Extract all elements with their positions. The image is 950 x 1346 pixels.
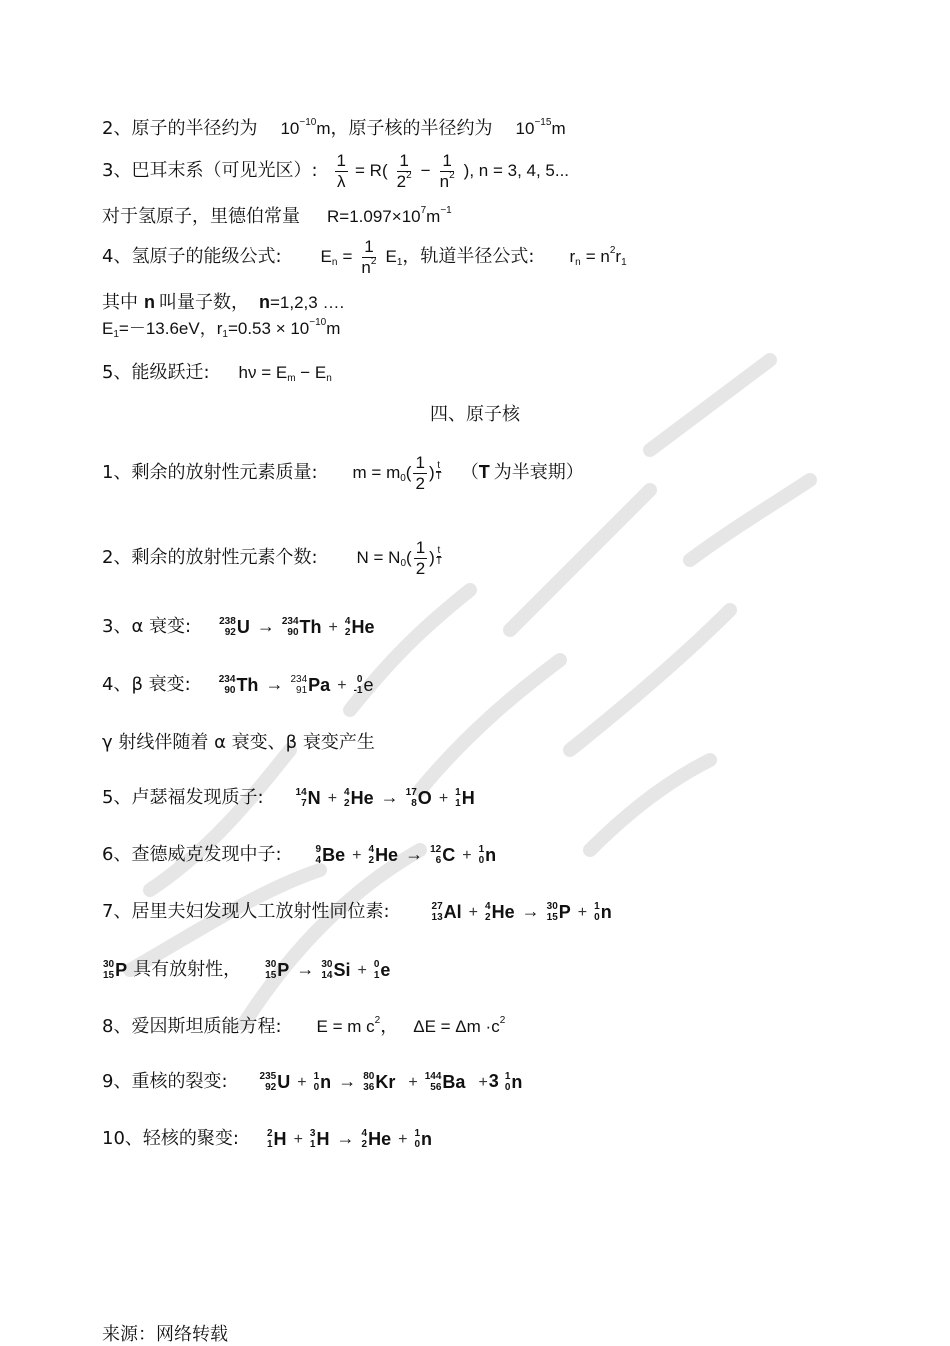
particle-neutron-fusion: 1 0 n — [414, 1128, 433, 1151]
balmer-series-line: 3、巴耳末系（可见光区）: $\frac{1}{\lambda}$ = R( $\frac{1}{2^2}$ − $\frac{1}{n^2}$ ), n = 3, 4, 5... — [102, 150, 570, 191]
fraction-half-mass: $\frac{1}{2}$ — [415, 452, 425, 493]
beta-decay-line: 4、β 衰变: 234 90 Th → 234 91 Pa + 0 -1 e — [102, 670, 374, 700]
nuclide-th234: 234 90 Th — [281, 616, 322, 639]
particle-neutron: 1 0 n — [478, 844, 497, 867]
nuclide-si30: 30 14 Si — [321, 959, 351, 982]
nuclide-kr80: 80 36 Kr — [363, 1071, 396, 1094]
alpha-decay-line: 3、α 衰变: 238 92 U → 234 90 Th + 4 2 He — [102, 612, 375, 642]
nuclide-p30-lead: 30 15 P — [103, 959, 128, 982]
quantum-number-line: 其中 n 叫量子数， n=1,2,3 …. — [102, 292, 345, 313]
nuclide-he4: 4 2 He — [344, 616, 375, 639]
hydrogen-energy-line: 4、氢原子的能级公式: $E_n$ = $\frac{1}{n^2}$ $E_1$，轨道半径公式: $r_n = n^2r_1$ — [102, 236, 627, 277]
nuclide-n14: 14 7 N — [295, 787, 321, 810]
atom-radius-line: 2、原子的半径约为 $10^{-10}m$，原子核的半径约为 $10^{-15}m$ — [102, 117, 566, 139]
hydrogen-values-line: $E_1=-13.6eV$，$r_1=0.53 \times 10^{-10}m$ — [102, 317, 341, 340]
nuclide-al27: 27 13 Al — [431, 901, 462, 924]
nuclide-he4-n: 4 2 He — [368, 844, 399, 867]
particle-neutron-fission: 1 0 n — [313, 1071, 332, 1094]
nuclide-h1: 1 1 H — [455, 787, 475, 810]
remaining-mass-line: 1、剩余的放射性元素质量: $m = m_0$( $\frac{1}{2}$ ) $\frac{t}{T}$ （T 为半衰期） — [102, 452, 584, 493]
fission-line: 9、重核的裂变: 235 92 U + 1 0 n → 80 36 Kr + 144 56 Ba +3 1 0 n — [102, 1067, 523, 1097]
nuclide-u235: 235 92 U — [259, 1071, 291, 1094]
nuclide-pa234: 234 91 Pa — [290, 674, 331, 697]
nuclide-u238: 238 92 U — [219, 616, 250, 639]
particle-neutron-al: 1 0 n — [594, 901, 612, 924]
particle-electron: 0 -1 e — [353, 674, 374, 697]
particle-positron: 0 1 e — [373, 959, 391, 982]
nuclide-he4-fusion: 4 2 He — [361, 1128, 392, 1151]
proton-discovery-line: 5、卢瑟福发现质子: 14 7 N + 4 2 He → 17 8 O + 1 1 H — [102, 783, 476, 813]
fraction-1-over-lambda: $\frac{1}{\lambda}$ — [336, 150, 346, 191]
fraction-1-over-2sq: $\frac{1}{2^2}$ — [396, 150, 412, 191]
nuclide-h2: 2 1 H — [266, 1128, 287, 1151]
fraction-half-count: $\frac{1}{2}$ — [415, 537, 426, 578]
nuclide-o17: 17 8 O — [405, 787, 432, 810]
fusion-line: 10、轻核的聚变: 2 1 H + 3 1 H → 4 2 He + 1 0 n — [102, 1124, 433, 1154]
energy-transition-line: 5、能级跃迁: $h\nu = E_m - E_n$ — [102, 362, 332, 384]
exponent-t-over-T-mass: $\frac{t}{T}$ — [435, 460, 442, 482]
gamma-ray-note: γ 射线伴随着 α 衰变、β 衰变产生 — [102, 732, 375, 753]
fraction-1-over-nsq: $\frac{1}{n^2}$ — [439, 150, 455, 191]
artificial-radioactivity-line: 7、居里夫妇发现人工放射性同位素: 27 13 Al + 4 2 He → 30 15 P + 1 0 n — [102, 897, 613, 927]
nuclide-p30: 30 15 P — [546, 901, 571, 924]
nuclide-be9: 9 4 Be — [315, 844, 346, 867]
nuclide-he4-al: 4 2 He — [485, 901, 515, 924]
nuclide-he4-p: 4 2 He — [344, 787, 374, 810]
p30-decay-line: 30 15 P 具有放射性， 30 15 P → 30 14 Si + 0 1 e — [102, 955, 391, 985]
rydberg-constant-line: 对于氢原子，里德伯常量 $R=1.097\times 10^7m^{-1}$ — [102, 205, 452, 227]
nuclide-c12: 12 6 C — [430, 844, 456, 867]
nuclide-th234-beta: 234 90 Th — [218, 674, 259, 697]
source-footer: 来源：网络转载 — [102, 1324, 228, 1345]
particle-neutron-product: 1 0 n — [504, 1071, 523, 1094]
fraction-1-over-nsq-energy: $\frac{1}{n^2}$ — [361, 236, 377, 277]
mass-energy-line: 8、爱因斯坦质能方程: E = m $c^2$， $\Delta E = \Delta m \cdot c^2$ — [102, 1015, 506, 1037]
remaining-count-line: 2、剩余的放射性元素个数: $N = N_0$( $\frac{1}{2}$ ) $\frac{t}{T}$ — [102, 537, 442, 578]
neutron-discovery-line: 6、查德威克发现中子: 9 4 Be + 4 2 He → 12 6 C + 1 0 n — [102, 840, 497, 870]
nuclide-h3: 3 1 H — [309, 1128, 330, 1151]
section-heading-nucleus: 四、原子核 — [430, 404, 520, 425]
nuclide-p30-decay: 30 15 P — [265, 959, 290, 982]
nuclide-ba144: 144 56 Ba — [424, 1071, 466, 1094]
exponent-t-over-T-count: $\frac{t}{T}$ — [435, 545, 442, 567]
